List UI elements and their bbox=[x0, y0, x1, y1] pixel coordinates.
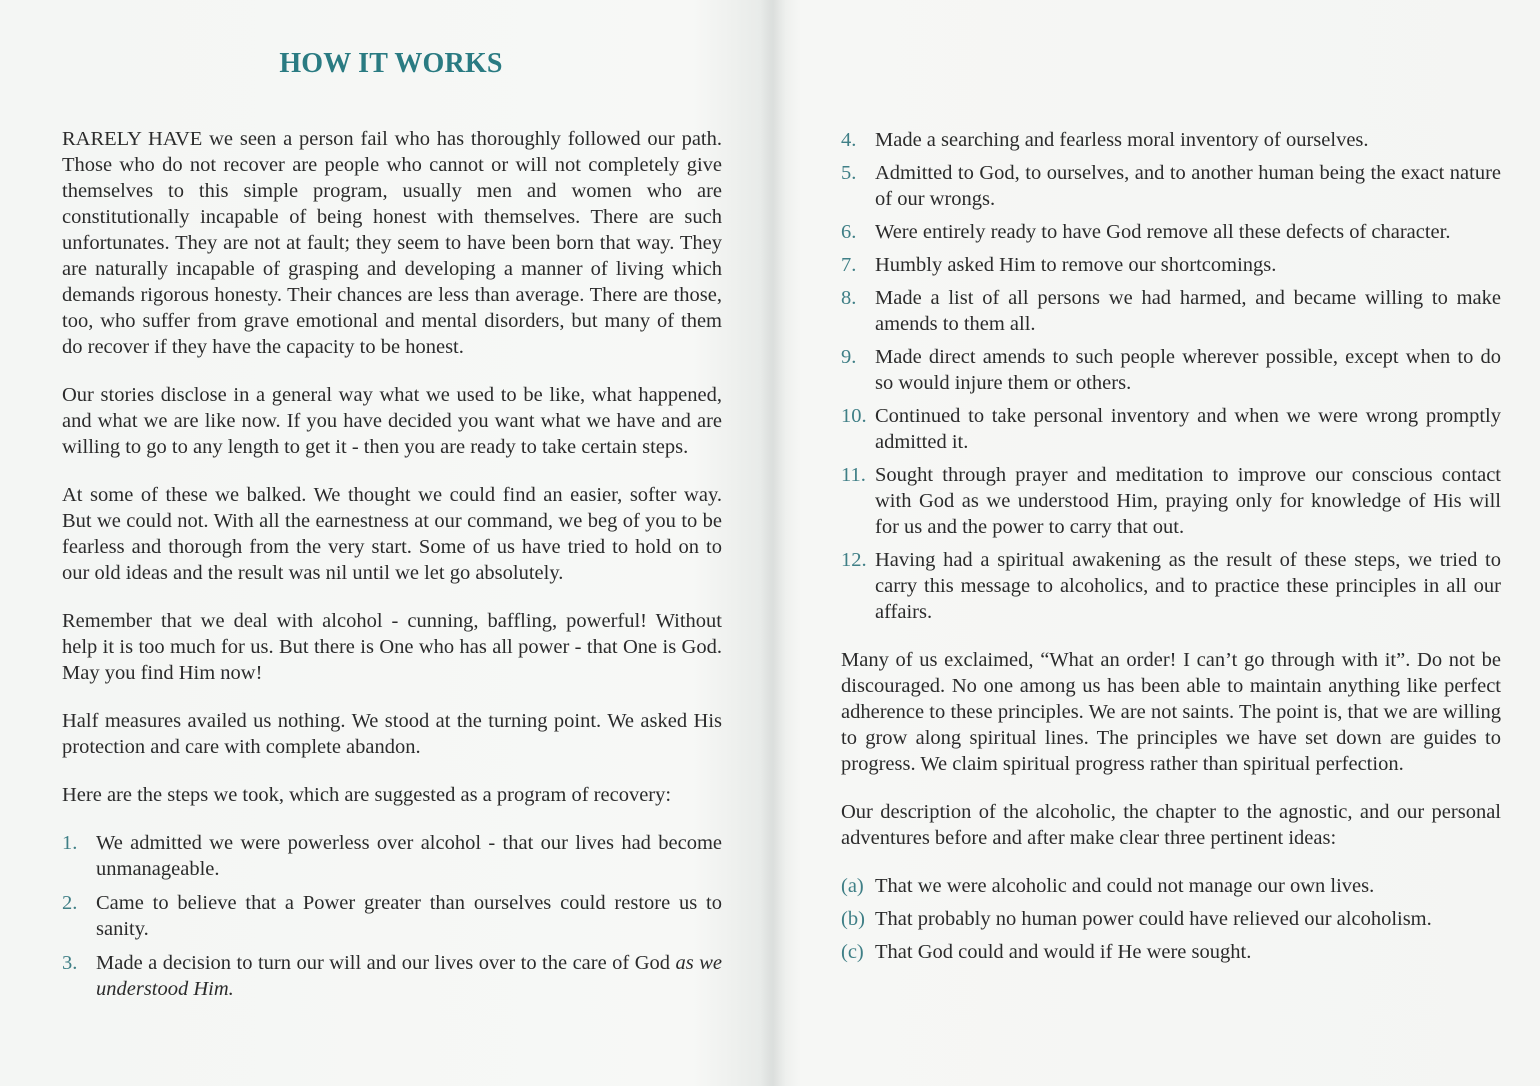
paragraph: Our stories disclose in a general way what we used to be like, what happened, and what we are like now. If you have decided you want what we have and are willing to go to any length to get it - then you are ready to take certain steps. bbox=[62, 384, 722, 458]
paragraph: Here are the steps we took, which are suggested as a program of recovery: bbox=[62, 784, 672, 806]
list-item bbox=[841, 285, 1501, 337]
step-number: 5. bbox=[841, 162, 857, 184]
step-number: 7. bbox=[841, 254, 857, 276]
step-number: 9. bbox=[841, 346, 857, 368]
list-item bbox=[62, 890, 722, 942]
paragraph: At some of these we balked. We thought we could find an easier, softer way. But we could not. With all the earnestness at our command, we beg of you to be fearless and thorough from the very start. Some of us have tried to hold on to our old ideas and the result was nil until we let go absolutely. bbox=[62, 484, 722, 584]
step-number: 4. bbox=[841, 129, 857, 151]
idea-text: That probably no human power could have relieved our alcoholism. bbox=[875, 908, 1432, 930]
paragraph: Half measures availed us nothing. We stood at the turning point. We asked His protection and care with complete abandon. bbox=[62, 710, 722, 758]
step-number: 6. bbox=[841, 221, 857, 243]
list-item bbox=[62, 830, 722, 882]
list-item bbox=[841, 252, 1501, 278]
left-text-column bbox=[62, 126, 722, 1024]
idea-letter: (c) bbox=[841, 941, 864, 963]
steps-list-continued bbox=[841, 127, 1501, 625]
step-text: Continued to take personal inventory and when we were wrong promptly admitted it. bbox=[875, 405, 1501, 453]
right-page bbox=[780, 0, 1540, 1086]
step-text: Having had a spiritual awakening as the result of these steps, we tried to carry this message to alcoholics, and to practice these principles in all our affairs. bbox=[875, 549, 1501, 623]
step-text: Humbly asked Him to remove our shortcomings. bbox=[875, 254, 1277, 276]
list-item bbox=[841, 219, 1501, 245]
paragraph: RARELY HAVE we seen a person fail who has thoroughly followed our path. Those who do not recover are people who cannot or will not completely give themselves to this simple program, usually men and women who are constitutionally incapable of being honest with themselves. There are such unfortunates. They are not at fault; they seem to have been born that way. They are naturally incapable of grasping and developing a manner of living which demands rigorous honesty. Their chances are less than average. There are those, too, who suffer from grave emotional and mental disorders, but many of them do recover if they have the capacity to be honest. bbox=[62, 128, 722, 358]
paragraph: Our description of the alcoholic, the chapter to the agnostic, and our personal adventures before and after make clear three pertinent ideas: bbox=[841, 801, 1501, 849]
step-number: 1. bbox=[62, 832, 78, 854]
step-text: Sought through prayer and meditation to improve our conscious contact with God as we understood Him, praying only for knowledge of His will for us and the power to carry that out. bbox=[875, 464, 1501, 538]
ideas-list bbox=[841, 873, 1501, 965]
step-text: Made direct amends to such people wherever possible, except when to do so would injure them or others. bbox=[875, 346, 1501, 394]
step-text: Made a decision to turn our will and our lives over to the care of God bbox=[96, 952, 671, 974]
idea-letter: (b) bbox=[841, 908, 865, 930]
step-text: Admitted to God, to ourselves, and to another human being the exact nature of our wrongs. bbox=[875, 162, 1501, 210]
step-text: We admitted we were powerless over alcohol - that our lives had become unmanageable. bbox=[96, 832, 722, 880]
list-item bbox=[841, 547, 1501, 625]
step-text: Made a searching and fearless moral inventory of ourselves. bbox=[875, 129, 1369, 151]
idea-text: That we were alcoholic and could not manage our own lives. bbox=[875, 875, 1375, 897]
step-number: 11. bbox=[841, 464, 866, 486]
steps-list bbox=[62, 830, 722, 1002]
step-emphasis: as we understood Him. bbox=[96, 952, 723, 1000]
list-item bbox=[841, 344, 1501, 396]
list-item bbox=[841, 906, 1501, 932]
right-text-column bbox=[841, 127, 1501, 972]
list-item bbox=[841, 462, 1501, 540]
step-number: 8. bbox=[841, 287, 857, 309]
page-title: HOW IT WORKS bbox=[279, 48, 503, 79]
step-text: Made a list of all persons we had harmed, and became willing to make amends to them all. bbox=[875, 287, 1501, 335]
list-item bbox=[841, 403, 1501, 455]
step-number: 12. bbox=[841, 549, 867, 571]
step-number: 10. bbox=[841, 405, 867, 427]
paragraph: Many of us exclaimed, “What an order! I can’t go through with it”. Do not be discouraged. No one among us has been able to maintain anything like perfect adherence to these principles. We are not saints. The point is, that we are willing to grow along spiritual lines. The principles we have set down are guides to progress. We claim spiritual progress rather than spiritual perfection. bbox=[841, 649, 1501, 775]
list-item bbox=[841, 160, 1501, 212]
step-text: Were entirely ready to have God remove all these defects of character. bbox=[875, 221, 1451, 243]
list-item bbox=[841, 939, 1501, 965]
step-number: 2. bbox=[62, 892, 78, 914]
paragraph: Remember that we deal with alcohol - cunning, baffling, powerful! Without help it is too much for us. But there is One who has all power - that One is God. May you find Him now! bbox=[62, 610, 722, 684]
idea-text: That God could and would if He were sought. bbox=[875, 941, 1252, 963]
step-number: 3. bbox=[62, 952, 78, 974]
list-item bbox=[841, 873, 1501, 899]
idea-letter: (a) bbox=[841, 875, 864, 897]
step-text: Came to believe that a Power greater than ourselves could restore us to sanity. bbox=[96, 892, 722, 940]
list-item bbox=[62, 950, 722, 1002]
list-item bbox=[841, 127, 1501, 153]
